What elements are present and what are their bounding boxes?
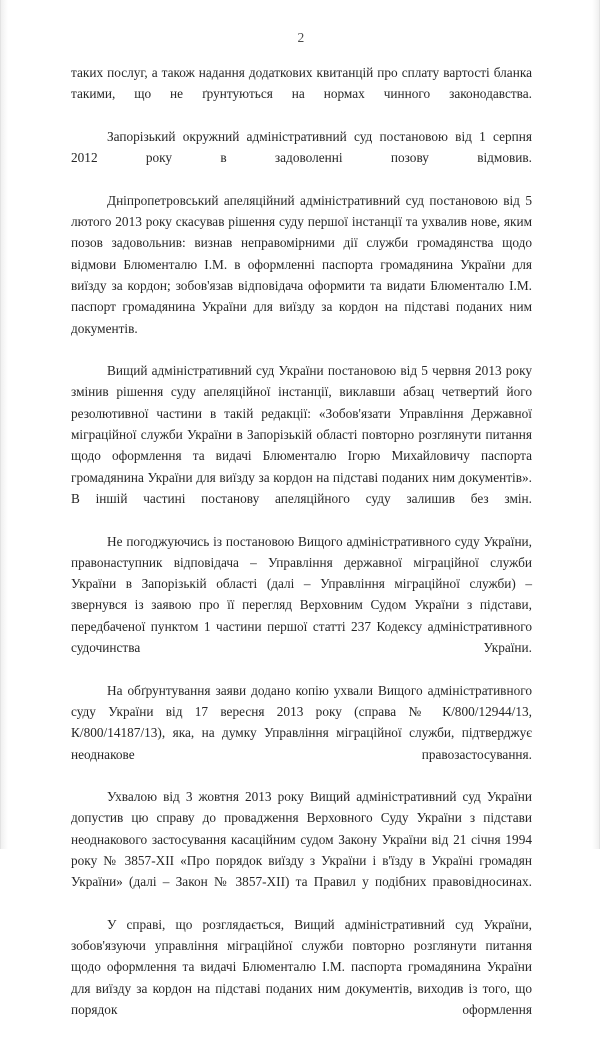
document-body bbox=[71, 62, 532, 1042]
paragraph-ruling-admission: Ухвалою від 3 жовтня 2013 року Вищий адміністративний суд України допустив цю справу до провадження Верховного Суду України з підстави неоднакового застосування касаційним судом Закону України від 21 січня 1994 року № 3857-XII «Про порядок виїзду з України і в'їзду в Україні громадян України» (далі – Закон № 3857-XII) та Правил у подібних правовідносинах. bbox=[71, 789, 532, 890]
paragraph-higher-administrative-court: Вищий адміністративний суд України постановою від 5 червня 2013 року змінив рішення суду апеляційної інстанції, виклавши абзац четвертий його резолютивної частини в такій редакції: «Зобов'язати Управління Державної міграційної служби України в Запорізькій області повторно розглянути питання щодо оформлення та видачі Блюменталю Ігорю Михайловичу паспорта громадянина України для виїзду за кордон на підставі поданих ним документів». В іншій частині постанову апеляційного суду залишив без змін. bbox=[71, 363, 532, 506]
paragraph-zaporizhzhia-district-court: Запорізький окружний адміністративний суд постановою від 1 серпня 2012 року в задоволенні позову відмовив. bbox=[71, 128, 532, 166]
paragraph-supporting-ruling: На обґрунтування заяви додано копію ухвали Вищого адміністративного суду України від 17 вересня 2013 року (справа № К/800/12944/13, К/800/14187/13), яка, на думку Управління міграційної служби, підтверджує неоднакове правозастосування. bbox=[71, 682, 532, 762]
paragraph-dnipropetrovsk-appeal-court: Дніпропетровський апеляційний адміністративний суд постановою від 5 лютого 2013 року скасував рішення суду першої інстанції та ухвалив нове, яким позов задовольнив: визнав неправомірними дії служби громадянства щодо відмови Блюменталю І.М. в оформленні паспорта громадянина України для виїзду за кордон; зобов'язав відповідача оформити та видати Блюменталю І.М. паспорт громадянина України для виїзду за кордон на підставі поданих ним документів. bbox=[71, 192, 532, 336]
paragraph-disagreement-appeal: Не погоджуючись із постановою Вищого адміністративного суду України, правонаступник відповідача – Управління державної міграційної служби України в Запорізькій області (далі – Управління міграційної служби) – звернувся із заявою про її перегляд Верховним Судом України з підстави, передбаченої пунктом 1 частини першої статті 237 Кодексу адміністративного судочинства України. bbox=[71, 533, 532, 656]
paragraph-case-under-review: У справі, що розглядається, Вищий адміністративний суд України, зобов'язуючи управління міграційної служби повторно розглянути питання щодо оформлення та видачі Блюменталю І.М. паспорта громадянина України для виїзду за кордон на підставі поданих ним документів, виходив із того, що порядок оформлення bbox=[71, 916, 532, 1018]
page-number: 2 bbox=[297, 30, 305, 45]
paragraph-services-continuation: таких послуг, а також надання додаткових квитанцій про сплату вартості бланка такими, що не ґрунтуються на нормах чинного законодавства. bbox=[71, 65, 532, 102]
